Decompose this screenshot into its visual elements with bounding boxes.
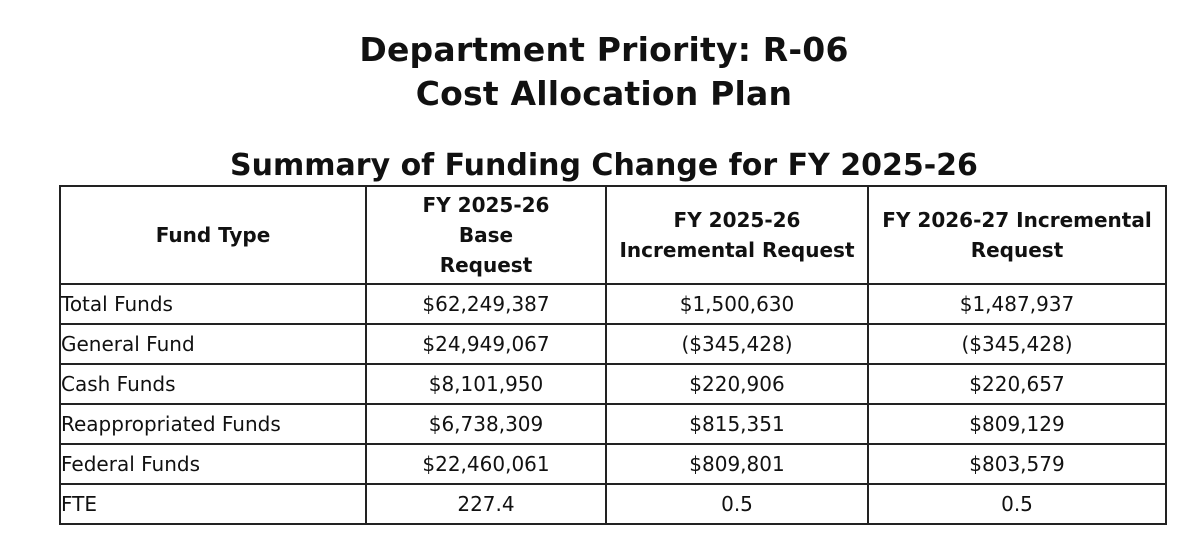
fund-type-cell: Cash Funds xyxy=(60,364,366,404)
incremental-2025-cell: $1,500,630 xyxy=(606,284,868,324)
title-line-2: Cost Allocation Plan xyxy=(415,74,793,113)
header-line: Incremental Request xyxy=(619,238,855,262)
table-row xyxy=(60,404,1166,444)
title-line-1: Department Priority: R-06 xyxy=(359,30,849,69)
funding-table xyxy=(59,185,1167,525)
table-row xyxy=(60,284,1166,324)
header-line: FY 2026-27 Incremental xyxy=(882,208,1152,232)
fund-type-cell: FTE xyxy=(60,484,366,524)
table-row xyxy=(60,324,1166,364)
incremental-2026-cell: $809,129 xyxy=(868,404,1166,444)
header-incremental-2025 xyxy=(606,186,868,284)
incremental-2026-cell: ($345,428) xyxy=(868,324,1166,364)
header-line: Base xyxy=(458,223,514,247)
table-header-row xyxy=(60,186,1166,284)
header-base-request xyxy=(366,186,606,284)
header-line: Fund Type xyxy=(155,223,271,247)
base-request-cell: $8,101,950 xyxy=(366,364,606,404)
document-title xyxy=(0,28,1200,116)
base-request-cell: $24,949,067 xyxy=(366,324,606,364)
table-row xyxy=(60,364,1166,404)
incremental-2026-cell: $220,657 xyxy=(868,364,1166,404)
base-request-cell: $22,460,061 xyxy=(366,444,606,484)
header-incremental-2026 xyxy=(868,186,1166,284)
header-line: Request xyxy=(970,238,1064,262)
header-line: FY 2025-26 xyxy=(422,193,550,217)
incremental-2025-cell: ($345,428) xyxy=(606,324,868,364)
incremental-2025-cell: $815,351 xyxy=(606,404,868,444)
table-row xyxy=(60,484,1166,524)
fund-type-cell: Reappropriated Funds xyxy=(60,404,366,444)
table-subtitle: Summary of Funding Change for FY 2025-26 xyxy=(230,148,978,183)
base-request-cell: 227.4 xyxy=(366,484,606,524)
incremental-2025-cell: 0.5 xyxy=(606,484,868,524)
incremental-2026-cell: 0.5 xyxy=(868,484,1166,524)
fund-type-cell: Total Funds xyxy=(60,284,366,324)
incremental-2025-cell: $809,801 xyxy=(606,444,868,484)
header-line: Request xyxy=(439,253,533,277)
table-row xyxy=(60,444,1166,484)
incremental-2026-cell: $1,487,937 xyxy=(868,284,1166,324)
base-request-cell: $62,249,387 xyxy=(366,284,606,324)
fund-type-cell: General Fund xyxy=(60,324,366,364)
base-request-cell: $6,738,309 xyxy=(366,404,606,444)
fund-type-cell: Federal Funds xyxy=(60,444,366,484)
header-line: FY 2025-26 xyxy=(673,208,801,232)
header-fund-type xyxy=(60,186,366,284)
incremental-2026-cell: $803,579 xyxy=(868,444,1166,484)
incremental-2025-cell: $220,906 xyxy=(606,364,868,404)
